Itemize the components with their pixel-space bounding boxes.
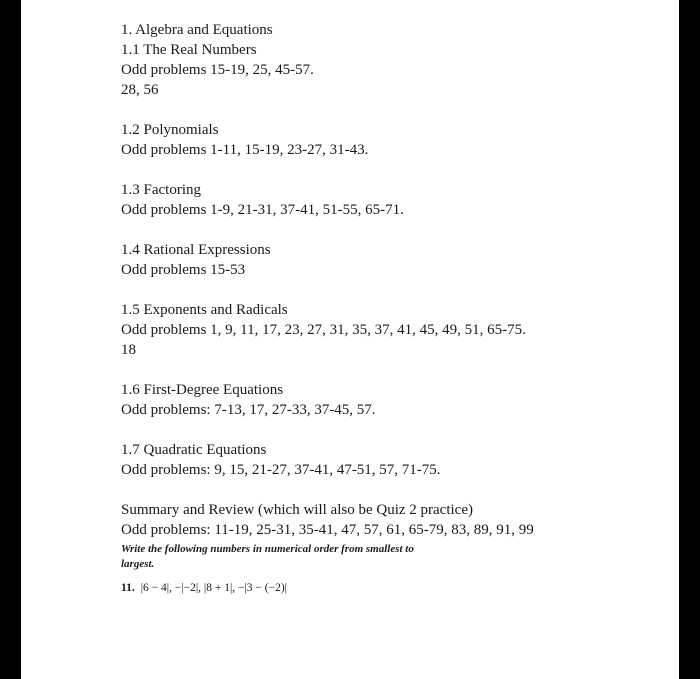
section-problems: Odd problems: 11-19, 25-31, 35-41, 47, 57, 61, 65-79, 83, 89, 91, 99: [121, 522, 534, 538]
document-page: [21, 0, 679, 679]
section-title: 1.7 Quadratic Equations: [121, 442, 267, 458]
excerpt-instruction-line2: largest.: [121, 558, 155, 570]
section-title: 1.2 Polynomials: [121, 122, 219, 138]
section-extra: 28, 56: [121, 82, 159, 98]
section-problems: Odd problems 15-19, 25, 45-57.: [121, 62, 314, 78]
section-1-3: [121, 180, 661, 220]
section-1-6: [121, 380, 661, 420]
section-problems: Odd problems: 7-13, 17, 27-33, 37-45, 57.: [121, 402, 376, 418]
section-1-7: [121, 440, 661, 480]
section-1-2: [121, 120, 661, 160]
chapter-title: 1. Algebra and Equations: [121, 22, 273, 38]
excerpt-instruction: [121, 542, 661, 572]
section-1-4: [121, 240, 661, 280]
section-title: 1.6 First-Degree Equations: [121, 382, 284, 398]
excerpt-problem-text: |6 − 4|, −|−2|, |8 + 1|, −|3 − (−2)|: [140, 582, 287, 594]
section-1-1: [121, 40, 661, 100]
excerpt-problem: [121, 581, 661, 595]
section-problems: Odd problems 1, 9, 11, 17, 23, 27, 31, 35, 37, 41, 45, 49, 51, 65-75.: [121, 322, 526, 338]
section-problems: Odd problems 15-53: [121, 262, 246, 278]
section-problems: Odd problems 1-11, 15-19, 23-27, 31-43.: [121, 142, 369, 158]
section-title: Summary and Review (which will also be Quiz 2 practice): [121, 502, 473, 518]
section-title: 1.1 The Real Numbers: [121, 42, 257, 58]
section-extra: 18: [121, 342, 136, 358]
section-title: 1.4 Rational Expressions: [121, 242, 271, 258]
section-1-5: [121, 300, 661, 360]
section-problems: Odd problems: 9, 15, 21-27, 37-41, 47-51, 57, 71-75.: [121, 462, 441, 478]
textbook-excerpt: [121, 542, 661, 595]
excerpt-problem-number: 11.: [121, 582, 135, 594]
section-summary-review: [121, 500, 661, 540]
excerpt-instruction-line1: Write the following numbers in numerical order from smallest to: [121, 543, 414, 555]
section-problems: Odd problems 1-9, 21-31, 37-41, 51-55, 65-71.: [121, 202, 404, 218]
document-content: [121, 20, 661, 595]
section-title: 1.5 Exponents and Radicals: [121, 302, 288, 318]
section-title: 1.3 Factoring: [121, 182, 201, 198]
section-chapter-1: [121, 20, 661, 40]
